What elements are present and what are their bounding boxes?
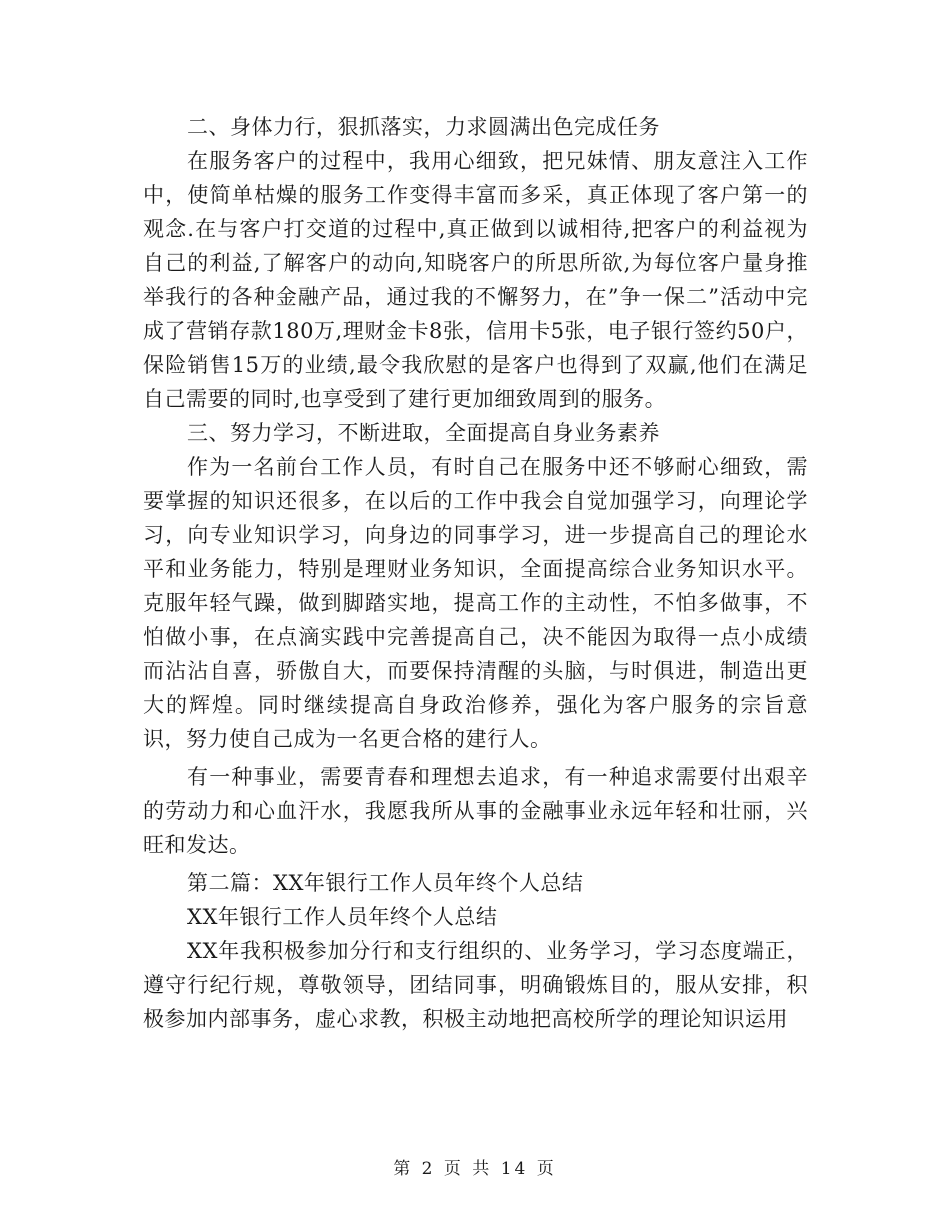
paragraph-customer-service: 在服务客户的过程中，我用心细致，把兄妹情、朋友意注入工作中，使简单枯燥的服务工作变得丰富而多采，真正体现了客户第一的观念.在与客户打交道的过程中,真正做到以诚相待,把客户的利益视为自己的利益,了解客户的动向,知晓客户的所思所欲,为每位客户量身推举我行的各种金融产品，通过我的不懈努力，在”争一保二”活动中完成了营销存款180万,理财金卡8张，信用卡5张，电子银行签约50户，保险销售15万的业绩,最令我欣慰的是客户也得到了双赢,他们在满足自己需要的同时,也享受到了建行更加细致周到的服务。 [143, 149, 808, 411]
document-body [143, 110, 808, 1036]
page-number-footer: 第 2 页 共 14 页 [393, 1159, 557, 1179]
paragraph-career-closing: 有一种事业，需要青春和理想去追求，有一种追求需要付出艰辛的劳动力和心血汗水，我愿我所从事的金融事业永远年轻和壮丽，兴旺和发达。 [143, 765, 808, 857]
article-subtitle: XX年银行工作人员年终个人总结 [187, 905, 498, 929]
section-heading-3: 三、努力学习，不断进取，全面提高自身业务素养 [187, 421, 660, 445]
paragraph-annual-summary: XX年我积极参加分行和支行组织的、业务学习，学习态度端正，遵守行纪行规，尊敬领导，团结同事，明确锻炼目的，服从安排，积极参加内部事务，虚心求教，积极主动地把高校所学的理论知识运用 [143, 939, 808, 1031]
section-heading-2: 二、身体力行，狠抓落实，力求圆满出色完成任务 [187, 115, 660, 139]
article-title-part-2: 第二篇：XX年银行工作人员年终个人总结 [187, 871, 584, 895]
paragraph-learning: 作为一名前台工作人员，有时自己在服务中还不够耐心细致，需要掌握的知识还很多，在以后的工作中我会自觉加强学习，向理论学习，向专业知识学习，向身边的同事学习，进一步提高自己的理论水平和业务能力，特别是理财业务知识，全面提高综合业务知识水平。克服年轻气躁，做到脚踏实地，提高工作的主动性，不怕多做事，不怕做小事，在点滴实践中完善提高自己，决不能因为取得一点小成绩而沾沾自喜，骄傲自大，而要保持清醒的头脑，与时俱进，制造出更大的辉煌。同时继续提高自身政治修养，强化为客户服务的宗旨意识，努力使自己成为一名更合格的建行人。 [143, 455, 808, 751]
